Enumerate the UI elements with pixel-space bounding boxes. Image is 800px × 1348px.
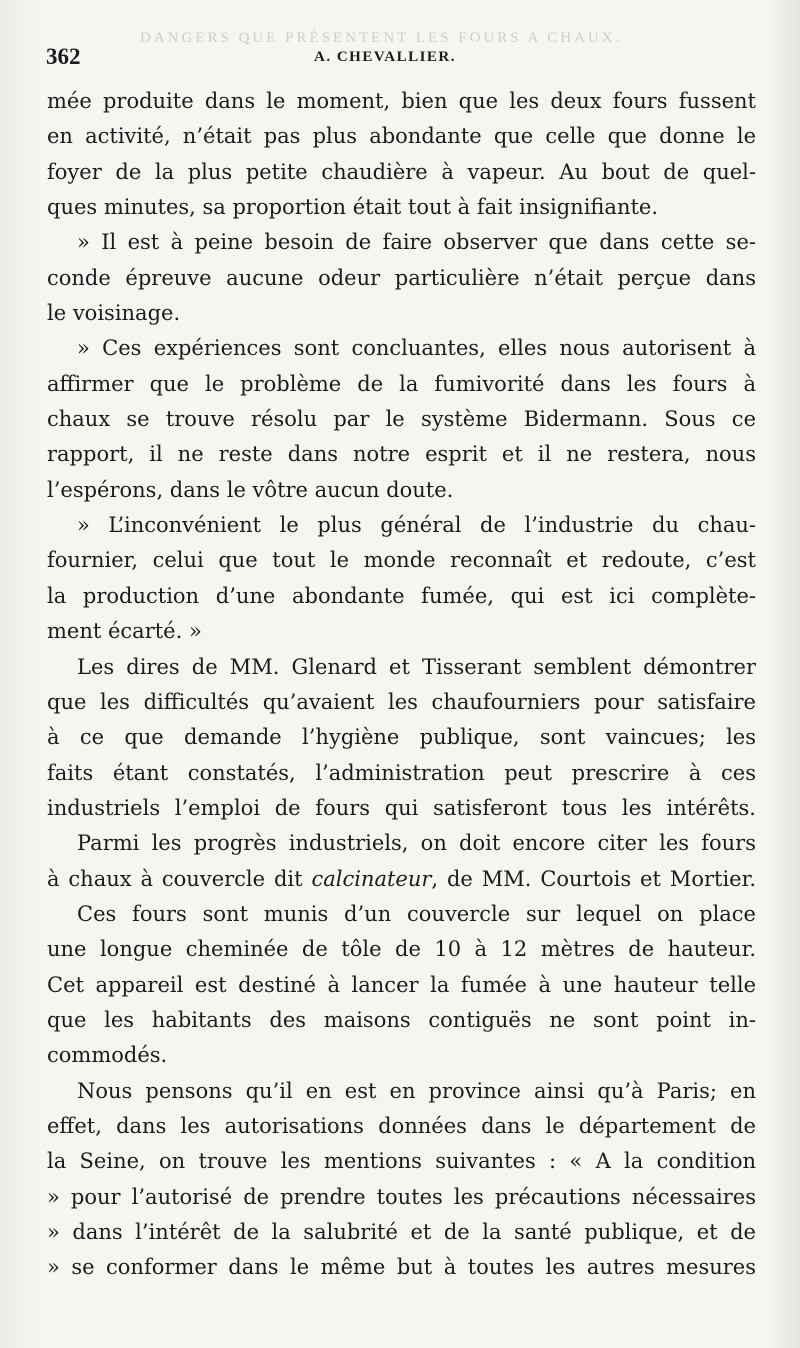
text-line: » pour l’autorisé de prendre toutes les précautions nécessaires	[47, 1184, 756, 1209]
text-line: foyer de la plus petite chaudière à vapeur. Au bout de quel-	[47, 159, 756, 184]
text-line: rapport, il ne reste dans notre esprit et il ne restera, nous	[47, 442, 756, 467]
text-line: » L’inconvénient le plus général de l’industrie du chau-	[77, 513, 756, 538]
text-line: que les habitants des maisons contiguës ne sont point in-	[47, 1007, 756, 1032]
text-line: effet, dans les autorisations données dans le département de	[47, 1113, 756, 1138]
text-line: conde épreuve aucune odeur particulière n’était perçue dans	[47, 265, 756, 290]
text-line: Nous pensons qu’il en est en province ainsi qu’à Paris; en	[77, 1078, 756, 1103]
text-line: ment écarté. »	[47, 619, 202, 644]
page-header	[46, 44, 766, 74]
text-segment: , de MM. Courtois et Mortier.	[431, 866, 756, 891]
text-line: Ces fours sont munis d’un couvercle sur lequel on place	[77, 901, 756, 926]
text-line: la Seine, on trouve les mentions suivantes : « A la condition	[47, 1149, 756, 1174]
text-line: la production d’une abondante fumée, qui est ici complète-	[47, 583, 756, 608]
text-line: Les dires de MM. Glenard et Tisserant semblent démontrer	[77, 654, 756, 679]
text-line: » Ces expériences sont concluantes, elles nous autorisent à	[77, 336, 756, 361]
text-line: chaux se trouve résolu par le système Bidermann. Sous ce	[47, 407, 756, 432]
running-head: A. CHEVALLIER.	[314, 49, 457, 65]
show-through-text: DANGERS QUE PRÉSENTENT LES FOURS A CHAUX.	[140, 30, 623, 46]
text-line: l’espérons, dans le vôtre aucun doute.	[47, 477, 454, 502]
text-line: ques minutes, sa proportion était tout à fait insignifiante.	[47, 195, 659, 220]
text-line: commodés.	[47, 1043, 168, 1068]
text-line-with-italic	[47, 862, 756, 897]
body-text	[47, 84, 756, 1286]
text-line: à ce que demande l’hygiène publique, sont vaincues; les	[47, 725, 756, 750]
italic-term: calcinateur	[311, 866, 432, 891]
text-line: le voisinage.	[47, 301, 181, 326]
text-line: faits étant constatés, l’administration peut prescrire à ces	[47, 760, 756, 785]
text-line: affirmer que le problème de la fumivorité dans les fours à	[47, 371, 756, 396]
text-line: fournier, celui que tout le monde reconnaît et redoute, c’est	[47, 548, 756, 573]
text-segment: à chaux à couvercle dit	[47, 866, 312, 891]
text-line: en activité, n’était pas plus abondante que celle que donne le	[47, 124, 756, 149]
text-line: » se conformer dans le même but à toutes les autres mesures	[47, 1255, 756, 1280]
text-line: que les difficultés qu’avaient les chaufourniers pour satisfaire	[47, 689, 756, 714]
text-line: Parmi les progrès industriels, on doit encore citer les fours	[77, 831, 756, 856]
page-number: 362	[46, 44, 81, 69]
text-line: » dans l’intérêt de la salubrité et de la santé publique, et de	[47, 1220, 756, 1244]
text-line: Cet appareil est destiné à lancer la fumée à une hauteur telle	[47, 972, 756, 997]
text-line: industriels l’emploi de fours qui satisferont tous les intérêts.	[47, 795, 756, 820]
text-line: » Il est à peine besoin de faire observer que dans cette se-	[77, 230, 756, 255]
text-line: une longue cheminée de tôle de 10 à 12 mètres de hauteur.	[47, 937, 756, 962]
text-line: mée produite dans le moment, bien que les deux fours fussent	[47, 89, 756, 113]
